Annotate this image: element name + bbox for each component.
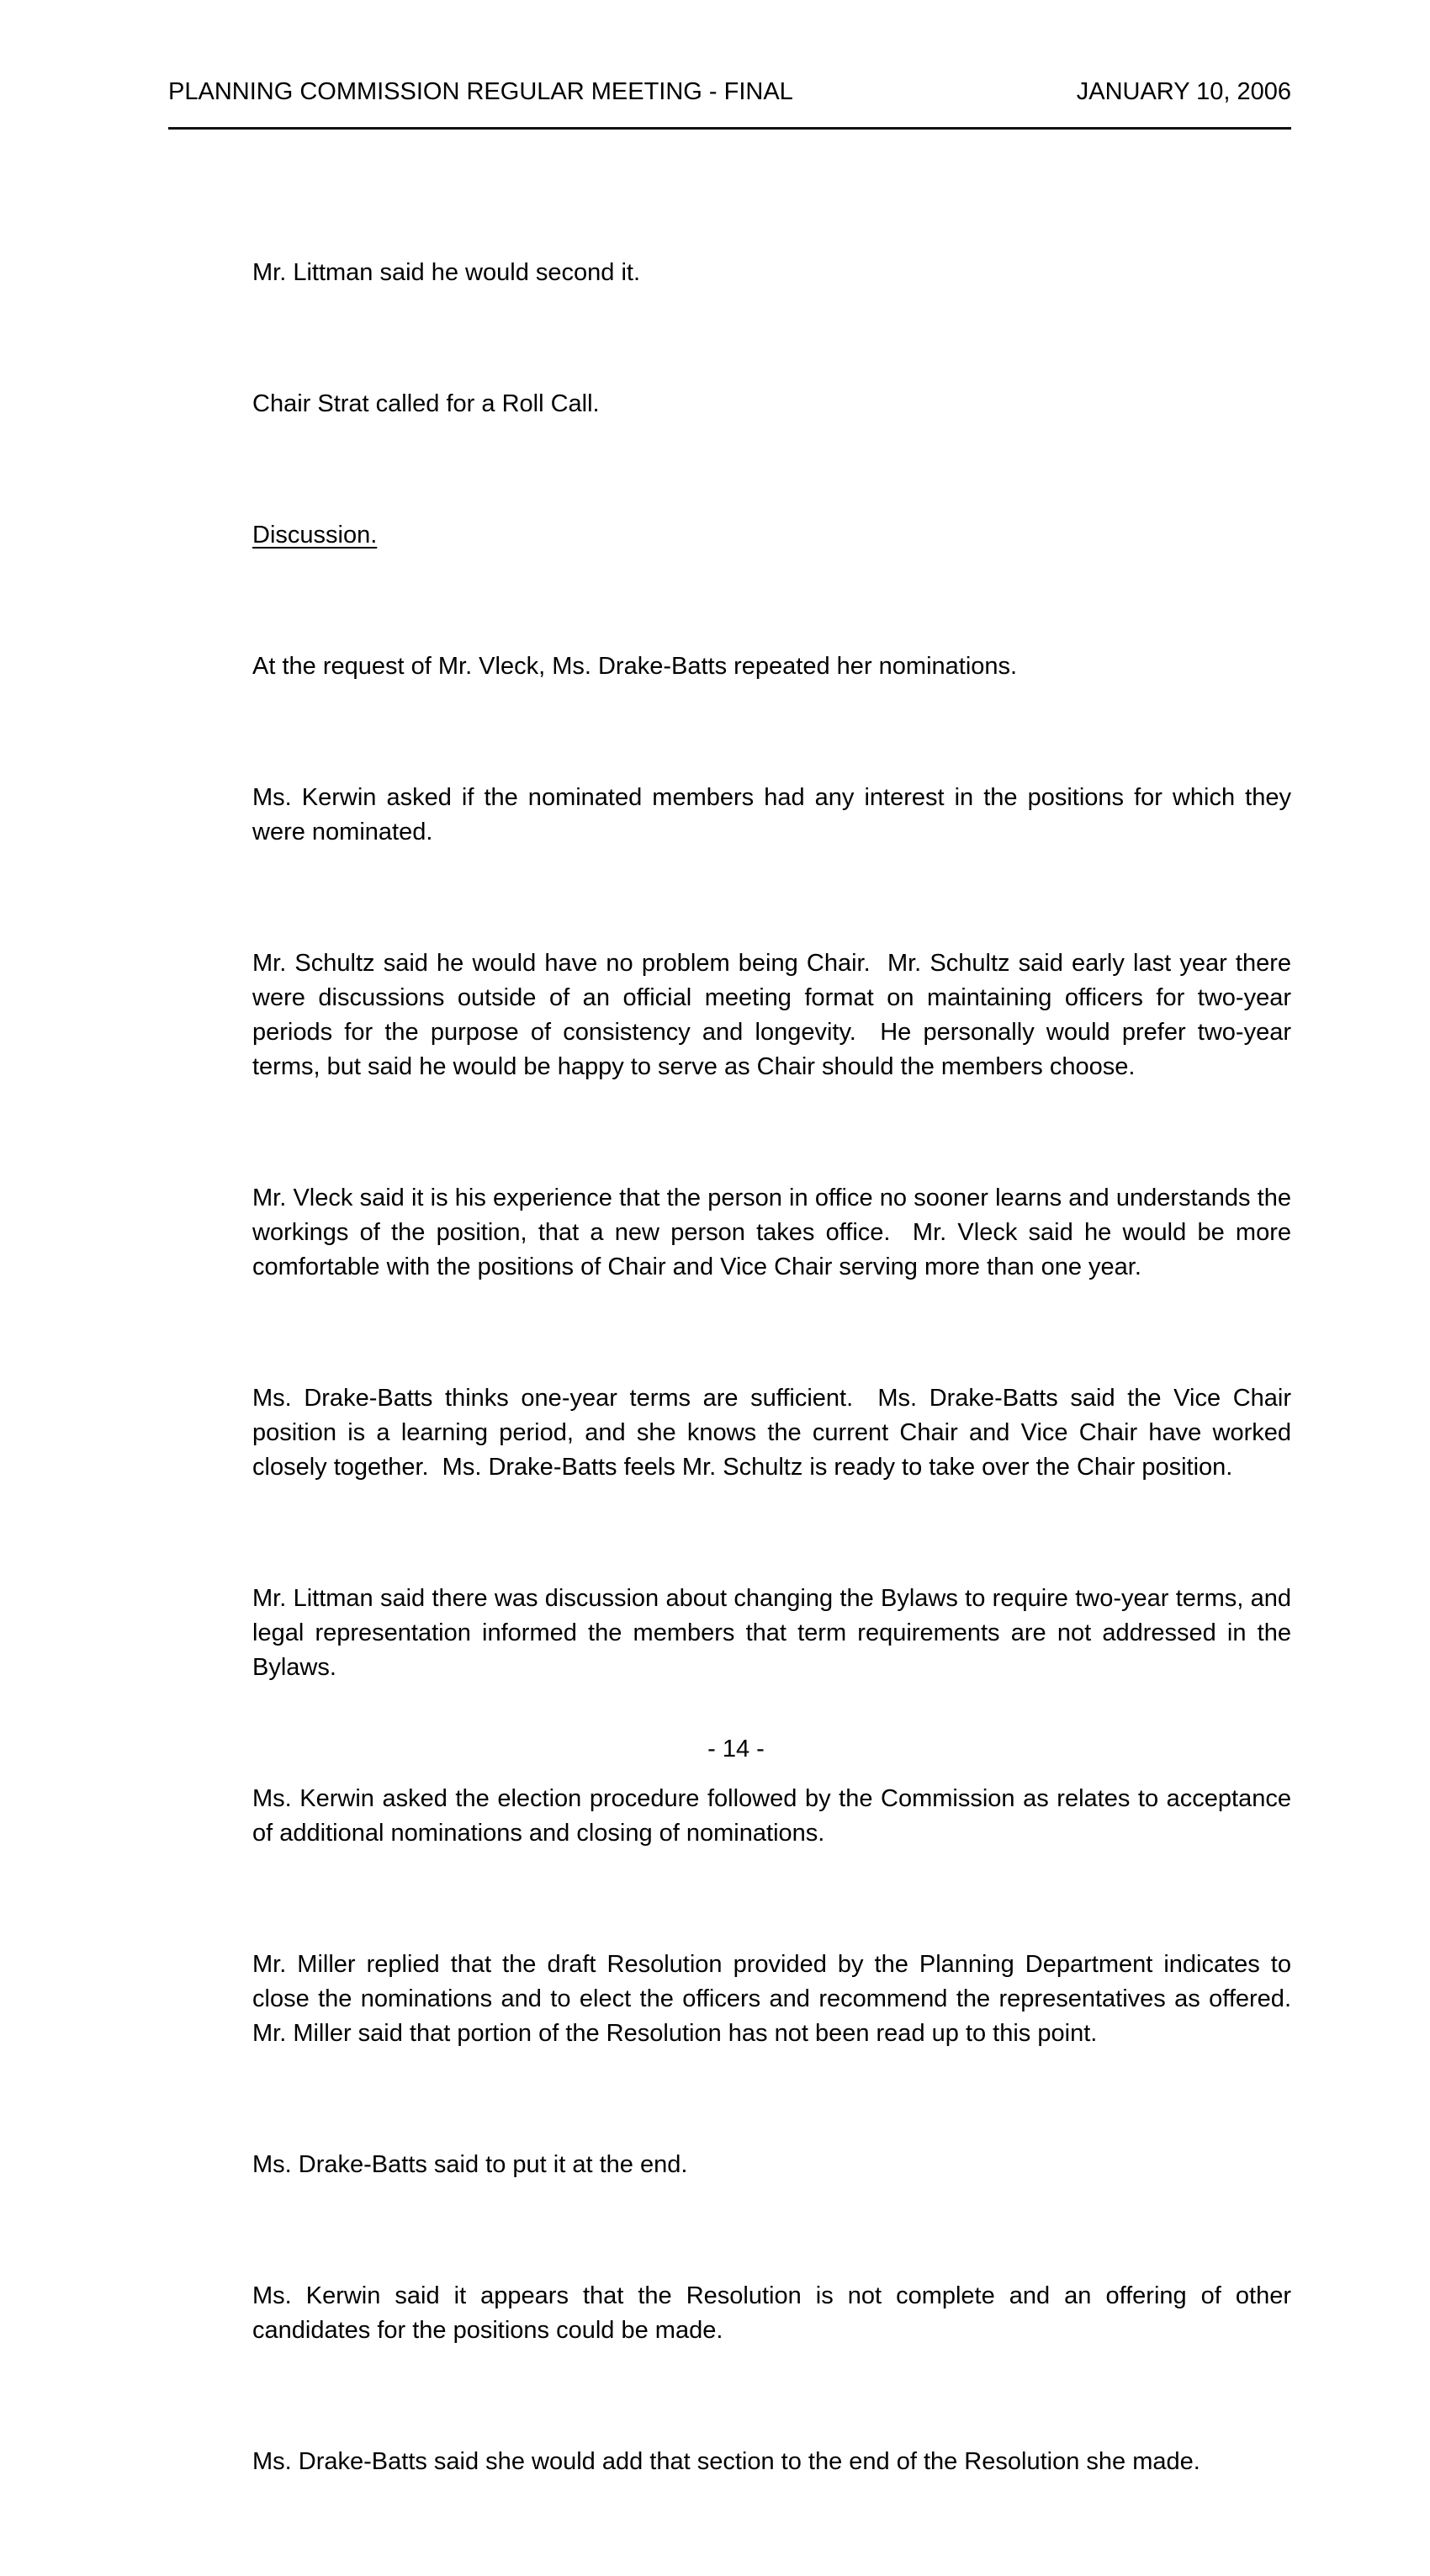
- section-heading: [252, 518, 1291, 553]
- paragraph: At the request of Mr. Vleck, Ms. Drake-Batts repeated her nominations.: [252, 653, 1018, 680]
- paragraph: Ms. Drake-Batts said she would add that section to the end of the Resolution she made.: [252, 2448, 1200, 2475]
- page-footer: [168, 1735, 1304, 1763]
- paragraph: Mr. Miller replied that the draft Resolution provided by the Planning Department indicates to close the nominations and to elect the officers and recommend the representatives as offered. Mr. Miller said that portion of the Resolution has not been read up to this point.: [252, 1951, 1306, 2047]
- paragraph: Ms. Drake-Batts thinks one-year terms are sufficient. Ms. Drake-Batts said the Vice Chair position is a learning period, and she knows the current Chair and Vice Chair have worked closely together. Ms. Drake-Batts feels Mr. Schultz is ready to take over the Chair position.: [252, 1385, 1299, 1481]
- paragraph: Chair Strat called for a Roll Call.: [252, 390, 600, 417]
- paragraph: Ms. Kerwin asked the election procedure followed by the Commission as relates to acceptance of additional nominations and closing of nominations.: [252, 1785, 1299, 1847]
- header-rule: [168, 127, 1291, 130]
- paragraph: Ms. Kerwin said it appears that the Resolution is not complete and an offering of other candidates for the positions could be made.: [252, 2282, 1299, 2344]
- paragraph: Mr. Vleck said it is his experience that the person in office no sooner learns and understands the workings of the position, that a new person takes office. Mr. Vleck said he would be more comfortable with the positions of Chair and Vice Chair serving more than one year.: [252, 1185, 1299, 1280]
- paragraph: Mr. Schultz said he would have no problem being Chair. Mr. Schultz said early last year there were discussions outside of an official meeting format on maintaining officers for two-year periods for the purpose of consistency and longevity. He personally would prefer two-year terms, but said he would be happy to serve as Chair should the members choose.: [252, 950, 1299, 1080]
- page-header: [168, 77, 1291, 106]
- paragraph: Mr. Littman said there was discussion about changing the Bylaws to require two-year terms, and legal representation informed the members that term requirements are not addressed in the Bylaws.: [252, 1585, 1299, 1681]
- document-body: [252, 187, 1306, 2576]
- header-title: PLANNING COMMISSION REGULAR MEETING - FINAL: [168, 78, 793, 105]
- paragraph: Ms. Kerwin asked if the nominated members had any interest in the positions for which they were nominated.: [252, 784, 1299, 845]
- page-number: - 14 -: [707, 1736, 765, 1762]
- paragraph: Ms. Drake-Batts said to put it at the end.: [252, 2151, 688, 2178]
- section-heading-label: Discussion.: [252, 522, 378, 549]
- header-date: JANUARY 10, 2006: [1076, 78, 1291, 105]
- paragraph: Mr. Littman said he would second it.: [252, 259, 641, 286]
